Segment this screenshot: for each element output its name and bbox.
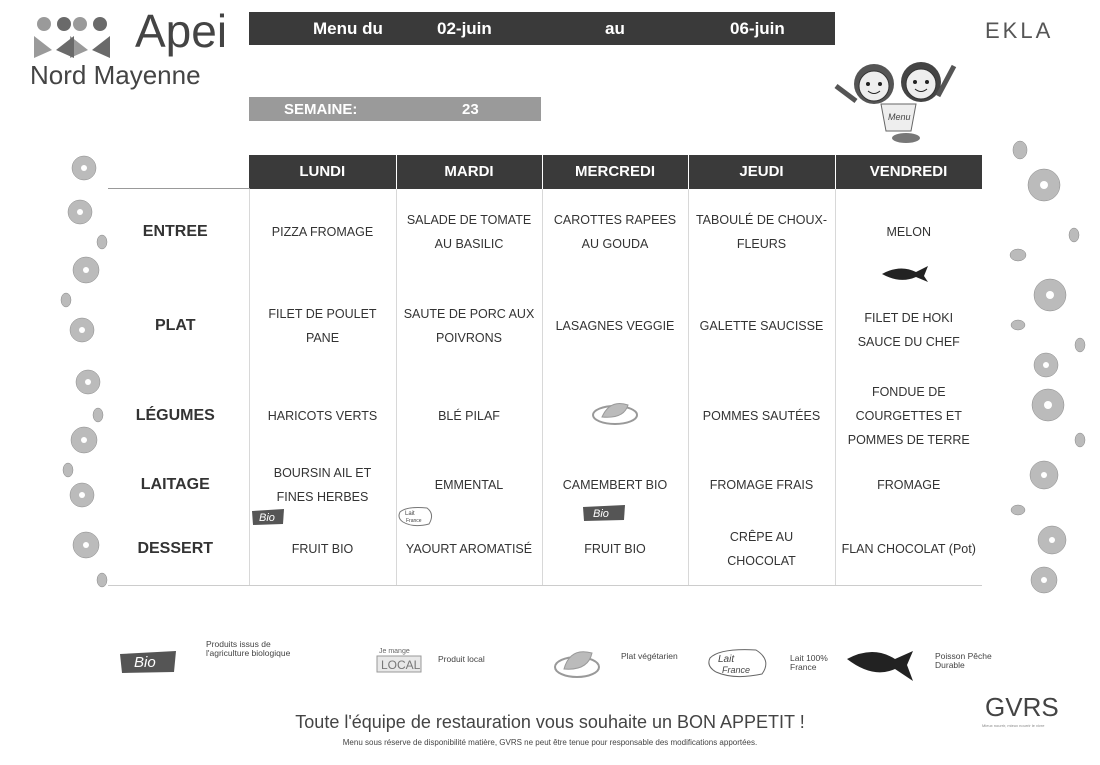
- bio-badge-icon: [250, 508, 286, 526]
- table-row: [108, 189, 982, 276]
- legend-lait-text: Lait 100% France: [790, 653, 828, 672]
- apei-logo-mark: [30, 14, 130, 58]
- lait-france-badge-icon: [397, 504, 437, 528]
- day-header-mercredi: MERCREDI: [542, 155, 688, 189]
- legend-local-icon: [375, 645, 423, 675]
- day-header-lundi: LUNDI: [249, 155, 396, 189]
- kids-caption: Menu: [888, 112, 911, 122]
- kids-illustration: [826, 56, 976, 146]
- bio-badge-icon: [581, 504, 627, 522]
- menu-cell: BLÉ PILAF: [396, 376, 542, 456]
- menu-label: Menu du: [313, 19, 383, 38]
- svg-text:Bio: Bio: [592, 507, 609, 520]
- footer-message: Toute l'équipe de restauration vous souhaite un BON APPETIT !: [295, 712, 805, 732]
- menu-cell: HARICOTS VERTS: [249, 376, 396, 456]
- menu-cell: SALADE DE TOMATE AU BASILIC: [396, 189, 542, 276]
- fish-icon: [880, 264, 930, 284]
- gvrs-logo: GVRS: [985, 692, 1059, 722]
- end-date: 06-juin: [730, 19, 785, 38]
- menu-cell: PIZZA FROMAGE: [249, 189, 396, 276]
- legend-vegetarian-text: Plat végétarien: [621, 651, 678, 661]
- menu-cell: FROMAGE: [835, 456, 982, 514]
- day-header-vendredi: VENDREDI: [835, 155, 982, 189]
- menu-cell: LASAGNES VEGGIE: [542, 276, 688, 376]
- menu-cell: CRÊPE AU CHOCOLAT: [688, 514, 835, 586]
- legend-local-text: Produit local: [438, 654, 485, 664]
- logo-title: Apei: [135, 5, 228, 57]
- menu-table: [108, 155, 983, 586]
- menu-cell: FLAN CHOCOLAT (Pot): [835, 514, 982, 586]
- svg-text:LOCAL: LOCAL: [381, 658, 421, 672]
- day-header-jeudi: JEUDI: [688, 155, 835, 189]
- category-legumes: LÉGUMES: [135, 406, 215, 424]
- week-bar: [249, 97, 541, 121]
- legend-fish-text: Poisson Pêche Durable: [935, 651, 992, 670]
- legend-bio-text: Produits issus de l'agriculture biologique: [206, 639, 291, 658]
- menu-cell: POMMES SAUTÉES: [688, 376, 835, 456]
- flowers-left-decoration: [58, 150, 114, 600]
- menu-cell-fish: [835, 276, 982, 376]
- svg-text:Bio: Bio: [258, 511, 275, 524]
- table-row: [108, 514, 982, 586]
- menu-cell-lait: [396, 510, 542, 586]
- menu-cell-text: FILET DE HOKI SAUCE DU CHEF: [857, 310, 960, 349]
- category-plat: PLAT: [154, 316, 196, 334]
- menu-cell-vegetarian: [542, 376, 688, 456]
- menu-cell: BOURSIN AIL ET FINES HERBES: [249, 456, 396, 514]
- menu-cell-text: FRUIT BIO: [584, 542, 646, 557]
- menu-cell-text: YAOURT AROMATISÉ: [405, 542, 533, 557]
- category-dessert: DESSERT: [108, 514, 249, 586]
- legend-bio-icon: [118, 649, 178, 675]
- menu-cell: CAMEMBERT BIO: [542, 456, 688, 514]
- legend-lait-france-icon: [706, 646, 776, 680]
- table-header-row: [108, 155, 982, 189]
- day-header-mardi: MARDI: [396, 155, 542, 189]
- vegetarian-leaf-icon: [590, 397, 640, 427]
- start-date: 02-juin: [437, 19, 492, 38]
- footer-disclaimer: Menu sous réserve de disponibilité matière, GVRS ne peut être tenue pour responsable des modifications apportées.: [342, 738, 758, 747]
- svg-text:France: France: [405, 517, 422, 524]
- menu-date-bar: [249, 12, 835, 45]
- week-number: 23: [462, 101, 479, 118]
- logo-subtitle: Nord Mayenne: [30, 60, 201, 90]
- svg-text:Bio: Bio: [134, 654, 156, 671]
- svg-text:Lait: Lait: [404, 510, 415, 517]
- menu-cell: SAUTE DE PORC AUX POIVRONS: [396, 276, 542, 376]
- gvrs-tagline: Mieux nourrir, mieux nourrir le vivre: [982, 723, 1045, 728]
- menu-cell: MELON: [835, 189, 982, 276]
- svg-text:Je mange: Je mange: [379, 648, 410, 655]
- menu-cell-bio: [542, 507, 688, 586]
- table-row: [108, 456, 982, 514]
- menu-cell: TABOULÉ DE CHOUX-FLEURS: [688, 189, 835, 276]
- svg-text:France: France: [722, 665, 751, 675]
- menu-cell: GALETTE SAUCISSE: [688, 276, 835, 376]
- flowers-right-decoration: [1000, 135, 1100, 595]
- table-row: [108, 276, 982, 376]
- menu-cell: EMMENTAL: [396, 456, 542, 514]
- menu-cell-bio: [249, 511, 396, 586]
- menu-cell: CAROTTES RAPEES AU GOUDA: [542, 189, 688, 276]
- menu-cell-text: FRUIT BIO: [291, 542, 354, 557]
- legend-vegetarian-icon: [552, 645, 602, 679]
- menu-cell: FONDUE DE COURGETTES ET POMMES DE TERRE: [835, 376, 982, 456]
- table-row: [108, 376, 982, 456]
- ekla-logo: EKLA: [985, 18, 1054, 43]
- category-entree: ENTREE: [142, 223, 208, 241]
- menu-cell: FILET DE POULET PANE: [249, 276, 396, 376]
- to-label: au: [605, 19, 625, 38]
- table-corner: [108, 155, 249, 189]
- legend-fish-icon: [845, 645, 915, 685]
- category-laitage: LAITAGE: [140, 475, 210, 493]
- menu-cell: FROMAGE FRAIS: [688, 456, 835, 514]
- svg-text:Lait: Lait: [718, 654, 735, 665]
- week-label: SEMAINE:: [284, 101, 358, 118]
